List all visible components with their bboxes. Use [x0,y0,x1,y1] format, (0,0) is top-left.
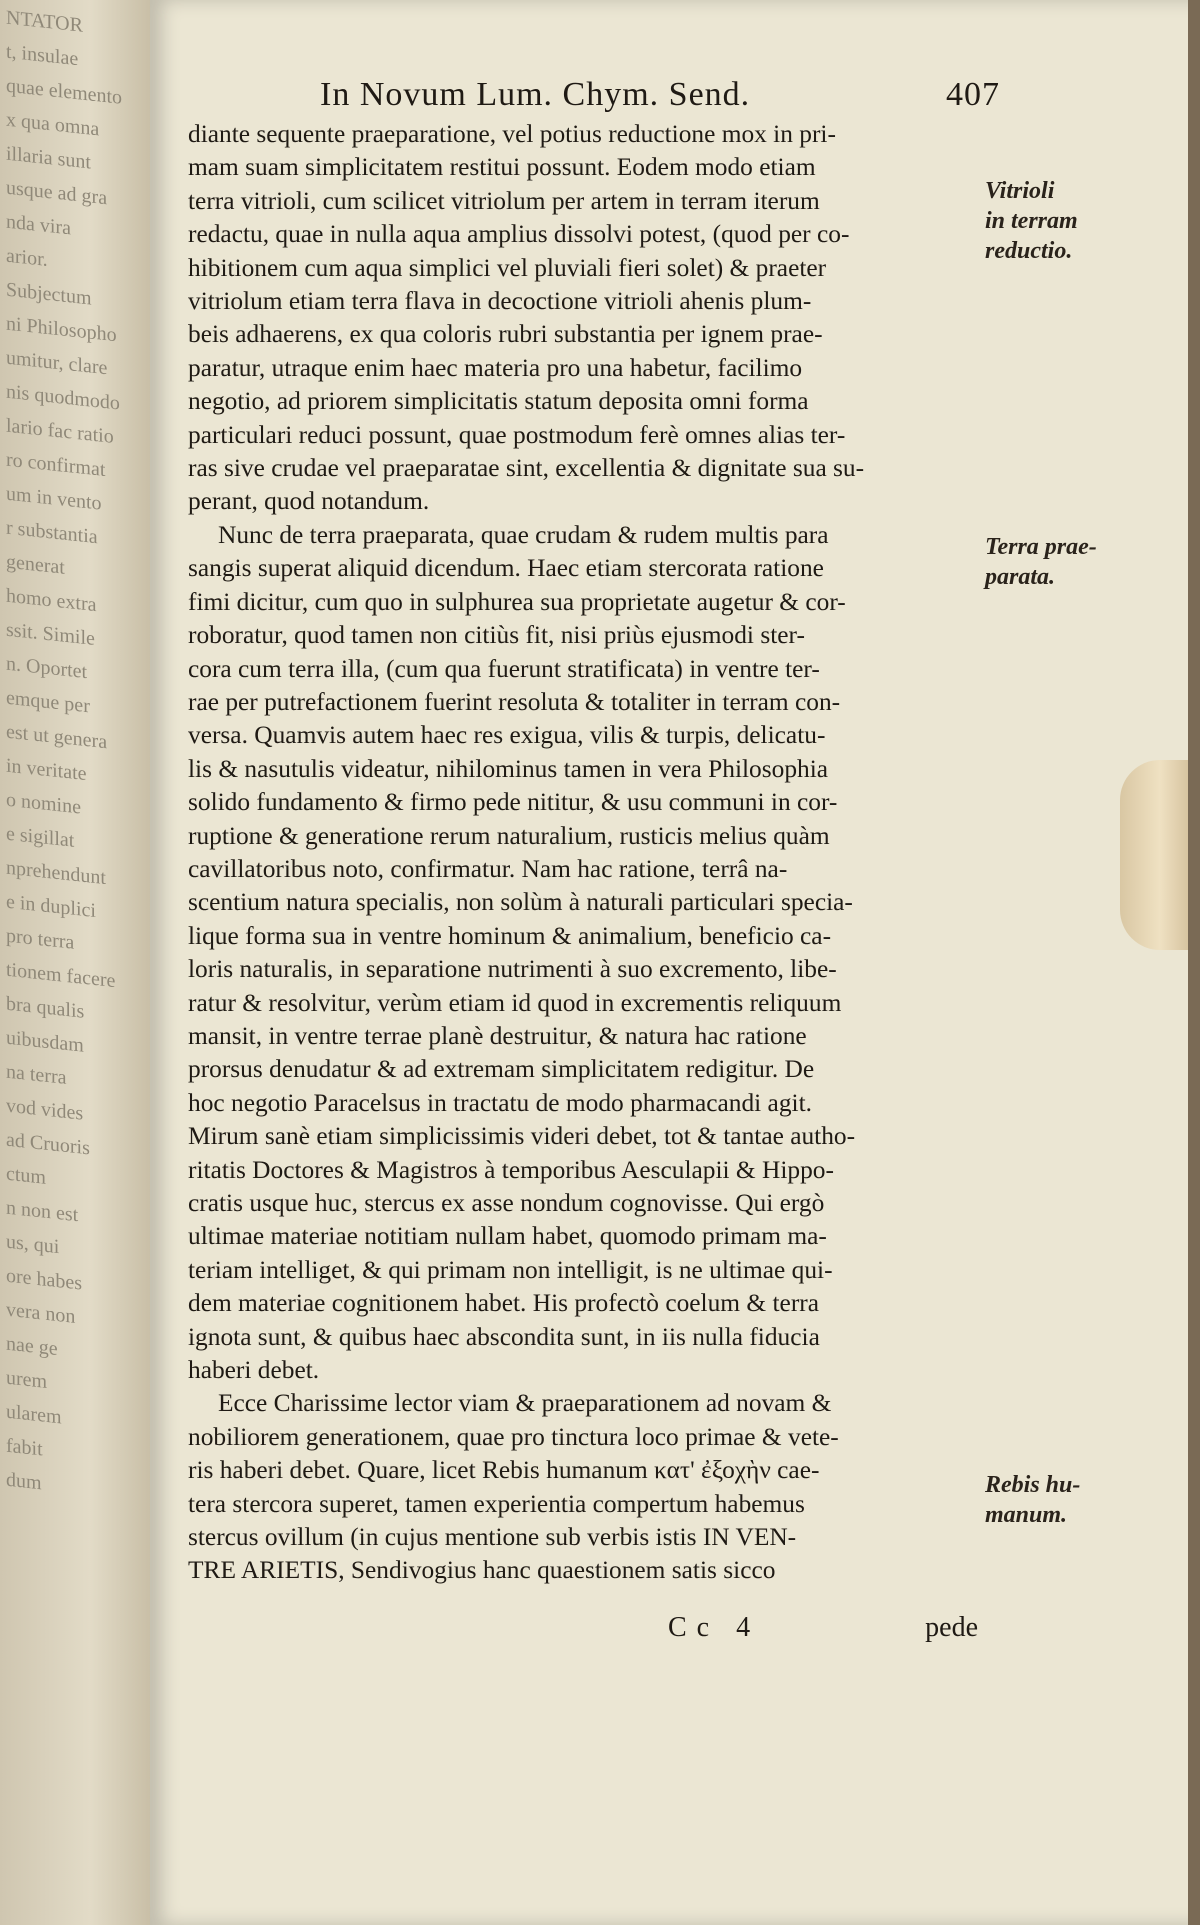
text-line: prorsus denudatur & ad extremam simplicitatem redigitur. De [188,1055,815,1084]
facing-page-line: fabit [6,1434,43,1461]
text-line: redactu, quae in nulla aqua amplius dissolvi potest, (quod per co- [188,220,850,249]
margin-note-line: reductio. [985,238,1073,264]
facing-page-line: na terra [6,1060,67,1089]
facing-page-line: nis quodmodo [6,380,120,415]
facing-page-line: nprehendunt [6,856,106,890]
text-line: solido fundamento & firmo pede nititur, & usu communi in cor- [188,788,838,817]
margin-note-line: Rebis hu- [985,1472,1081,1498]
facing-page-line: NTATOR [6,6,83,37]
facing-page-line: um in vento [6,482,102,515]
facing-page-line: ctum [6,1162,46,1189]
text-line: lique forma sua in ventre hominum & animalium, beneficio ca- [188,921,832,950]
facing-page-line: n non est [6,1196,79,1227]
text-line: diante sequente praeparatione, vel potius reductione mox in pri- [188,120,836,148]
text-line: paratur, utraque enim haec materia pro una habetur, facilimo [188,353,803,382]
text-line: perant, quod notandum. [188,487,430,516]
facing-page-line: ore habes [6,1264,83,1295]
text-line: ignota sunt, & quibus haec abscondita sunt, in iis nulla fiducia [188,1322,820,1351]
facing-page-line: tionem facere [6,958,116,993]
facing-page-line: dum [6,1468,42,1495]
margin-note-vitrioli [985,176,1135,266]
facing-page-line: r substantia [6,516,98,549]
text-line: hibitionem cum aqua simplici vel pluviali fieri solet) & praeter [188,253,827,282]
text-line: Nunc de terra praeparata, quae crudam & rudem multis para [218,520,829,549]
text-line: cora cum terra illa, (cum qua fuerunt stratificata) in ventre ter- [188,654,820,683]
margin-note-line: in terram [985,208,1078,234]
facing-page-line: ro confirmat [6,448,106,482]
facing-page-line: Subjectum [6,278,92,310]
text-line: ras sive crudae vel praeparatae sint, excellentia & dignitate sua su- [188,454,865,483]
text-line: rae per putrefactionem fuerint resoluta & totaliter in terram con- [188,687,841,716]
body-text [188,118,978,1588]
facing-page-line: emque per [6,686,90,718]
margin-note-line: parata. [985,564,1056,590]
facing-page-line: generat [6,550,65,579]
facing-page-line: urem [6,1366,48,1393]
text-line: versa. Quamvis autem haec res exigua, vilis & turpis, delicatu- [188,721,826,750]
text-line: ratur & resolvitur, verùm etiam id quod in excrementis reliquum [188,988,842,1017]
text-line: loris naturalis, in separatione nutrimenti à suo excremento, libe- [188,955,837,984]
page-footer [668,1612,978,1644]
book-edge [1188,0,1200,1925]
facing-page-line: ni Philosopho [6,312,117,347]
facing-page-line: o nomine [6,788,81,819]
margin-note-rebis [985,1470,1135,1530]
facing-page-line: usque ad gra [6,176,108,210]
margin-note-terra-praeparata [985,532,1135,592]
text-line: roboratur, quod tamen non citiùs fit, nisi priùs ejusmodi ster- [188,621,805,650]
facing-page-line: homo extra [6,584,97,617]
facing-page-line: n. Oportet [6,652,88,684]
text-line: dem materiae cognitionem habet. His profectò coelum & terra [188,1289,819,1318]
facing-page-line: lario fac ratio [6,414,114,448]
facing-page-line: in veritate [6,754,87,786]
facing-page-line: e sigillat [6,822,75,852]
margin-note-line: manum. [985,1502,1068,1528]
text-line: sangis superat aliquid dicendum. Haec etiam stercorata ratione [188,554,824,583]
facing-page-line: illaria sunt [6,142,91,174]
text-line: vitriolum etiam terra flava in decoctione vitrioli ahenis plum- [188,287,812,316]
facing-page-line: t, insulae [6,40,79,71]
text-line: ris haberi debet. Quare, licet Rebis humanum κατ' ἐξοχὴν cae- [188,1456,820,1485]
facing-page-line: ad Cruoris [6,1128,90,1160]
facing-page-line: umitur, clare [6,346,108,380]
text-line: negotio, ad priorem simplicitatis statum deposita omni forma [188,387,809,416]
text-line: tera stercora superet, tamen experientia compertum habemus [188,1489,805,1518]
facing-page [0,0,150,1925]
facing-page-line: vod vides [6,1094,84,1125]
text-line: haberi debet. [188,1356,320,1385]
text-line: stercus ovillum (in cujus mentione sub verbis istis IN VEN- [188,1523,797,1552]
facing-page-line: pro terra [6,924,75,954]
text-line: cavillatoribus noto, confirmatur. Nam hac ratione, terrâ na- [188,854,788,883]
running-header [320,76,1000,114]
page-number: 407 [946,76,1000,113]
text-line: cratis usque huc, stercus ex asse nondum cognovisse. Qui ergò [188,1189,825,1217]
text-line: mansit, in ventre terrae planè destruitur, & natura hac ratione [188,1021,807,1050]
facing-page-line: nae ge [6,1332,58,1361]
facing-page-line: bra qualis [6,992,85,1023]
header-title: In Novum Lum. Chym. Send. [320,76,751,113]
facing-page-line: ssit. Simile [6,618,95,650]
text-line: Ecce Charissime lector viam & praeparationem ad novam & [218,1389,832,1418]
facing-page-line: e in duplici [6,890,96,923]
catchword: pede [925,1612,978,1643]
text-line: ruptione & generatione rerum naturalium, rusticis melius quàm [188,821,830,850]
text-line: terra vitrioli, cum scilicet vitriolum per artem in terram iterum [188,186,820,215]
facing-page-line: arior. [6,244,48,272]
signature-mark: Cc 4 [668,1612,761,1643]
facing-page-line: quae elemento [6,74,123,109]
facing-page-line: us, qui [6,1230,60,1259]
text-line: TRE ARIETIS, Sendivogius hanc quaestionem satis sicco [188,1556,776,1585]
text-line: mam suam simplicitatem restitui possunt. Eodem modo etiam [188,153,816,182]
facing-page-line: ularem [6,1400,62,1429]
text-line: Mirum sanè etiam simplicissimis videri debet, tot & tantae autho- [188,1122,856,1151]
facing-page-line: uibusdam [6,1026,84,1057]
text-line: lis & nasutulis videatur, nihilominus tamen in vera Philosophia [188,754,829,783]
text-line: hoc negotio Paracelsus in tractatu de modo pharmacandi agit. [188,1088,812,1117]
margin-note-line: Terra prae- [985,534,1097,560]
facing-page-line: vera non [6,1298,76,1328]
text-line: fimi dicitur, cum quo in sulphurea sua proprietate augetur & cor- [188,587,846,616]
facing-page-line: nda vira [6,210,71,240]
margin-note-line: Vitrioli [985,178,1055,204]
facing-page-line: est ut genera [6,720,108,754]
text-line: scentium natura specialis, non solùm à naturali particulari specia- [188,888,853,917]
text-line: nobiliorem generationem, quae pro tinctura loco primae & vete- [188,1422,839,1451]
text-line: ultimae materiae notitiam nullam habet, quomodo primam ma- [188,1222,827,1251]
text-line: beis adhaerens, ex qua coloris rubri substantia per ignem prae- [188,320,823,349]
text-line: ritatis Doctores & Magistros à temporibus Aesculapii & Hippo- [188,1155,834,1184]
text-line: particulari reduci possunt, quae postmodum ferè omnes alias ter- [188,420,846,449]
facing-page-line: x qua omna [6,108,100,141]
text-line: teriam intelliget, & qui primam non intelligit, is ne ultimae qui- [188,1255,833,1284]
